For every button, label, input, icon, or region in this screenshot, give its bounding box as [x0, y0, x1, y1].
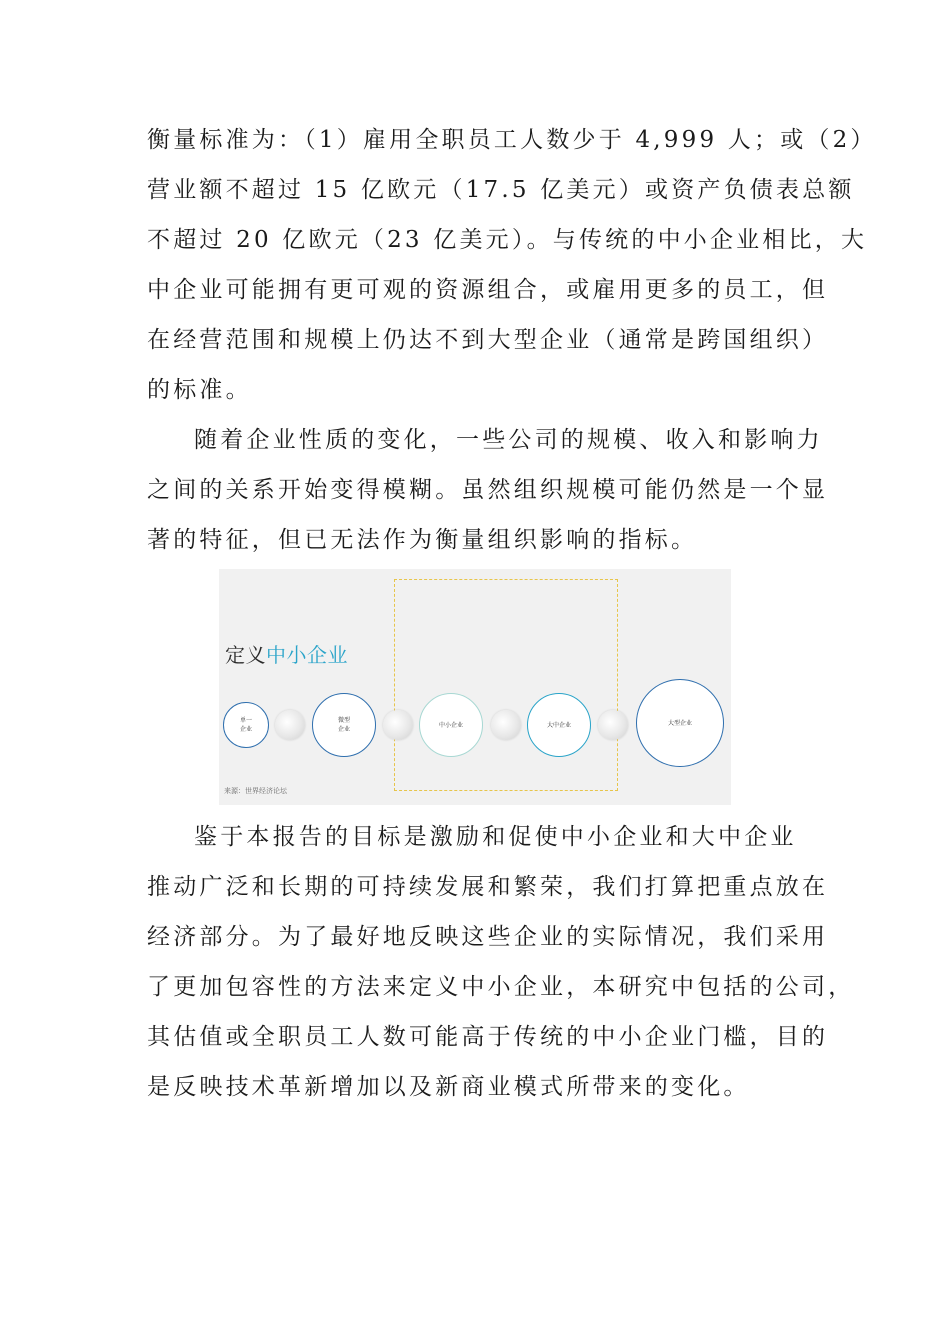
text-line: 推动广泛和长期的可持续发展和繁荣，我们打算把重点放在 — [147, 874, 829, 900]
text-line: 鉴于本报告的目标是激励和促使中小企业和大中企业 — [194, 824, 797, 850]
highlight-dashed-box — [394, 579, 618, 791]
figure-title-accent: 中小企业 — [266, 643, 348, 667]
figure-source: 来源：世界经济论坛 — [224, 787, 287, 795]
circle-mid-large-enterprise — [527, 693, 591, 757]
paragraph-report-goal — [147, 812, 855, 1112]
text-line: 了更加包容性的方法来定义中小企业，本研究中包括的公司， — [147, 974, 855, 1000]
circle-label: 大型企业 — [667, 719, 692, 727]
figure-title-prefix: 定义 — [225, 643, 266, 667]
figure-title — [225, 639, 348, 668]
text-line: 的标准。 — [147, 377, 252, 403]
connector-dot — [383, 710, 413, 740]
circle-label: 中小企业 — [438, 721, 463, 729]
circle-label: 企业 — [239, 726, 252, 733]
text-line: 在经营范围和规模上仍达不到大型企业（通常是跨国组织） — [147, 327, 829, 353]
connector-dot — [491, 710, 521, 740]
text-line: 是反映技术革新增加以及新商业模式所带来的变化。 — [147, 1074, 750, 1100]
text-line: 著的特征，但已无法作为衡量组织影响的指标。 — [147, 527, 698, 553]
circle-label: 企业 — [337, 726, 350, 733]
text-line: 之间的关系开始变得模糊。虽然组织规模可能仍然是一个显 — [147, 477, 829, 503]
circle-micro-enterprise — [312, 693, 376, 757]
paragraph-sme-criteria — [147, 115, 877, 415]
circle-single-enterprise — [223, 702, 269, 748]
sme-definition-figure — [219, 569, 731, 805]
circle-label: 单一 — [239, 717, 252, 724]
circle-label: 大中企业 — [546, 721, 571, 729]
circle-large-enterprise — [636, 679, 724, 767]
text-line: 经济部分。为了最好地反映这些企业的实际情况，我们采用 — [147, 924, 829, 950]
text-line: 营业额不超过 15 亿欧元（17.5 亿美元）或资产负债表总额 — [147, 177, 855, 203]
connector-dot — [598, 710, 628, 740]
circle-sme — [419, 693, 483, 757]
text-line: 衡量标准为：（1）雇用全职员工人数少于 4,999 人；或（2） — [147, 127, 877, 153]
text-line: 中企业可能拥有更可观的资源组合，或雇用更多的员工，但 — [147, 277, 829, 303]
circle-label: 微型 — [337, 717, 350, 724]
text-line: 随着企业性质的变化，一些公司的规模、收入和影响力 — [194, 427, 823, 453]
text-line: 不超过 20 亿欧元（23 亿美元）。与传统的中小企业相比，大 — [147, 227, 868, 253]
text-line: 其估值或全职员工人数可能高于传统的中小企业门槛，目的 — [147, 1024, 829, 1050]
connector-dot — [275, 710, 305, 740]
paragraph-enterprise-nature — [147, 415, 829, 565]
